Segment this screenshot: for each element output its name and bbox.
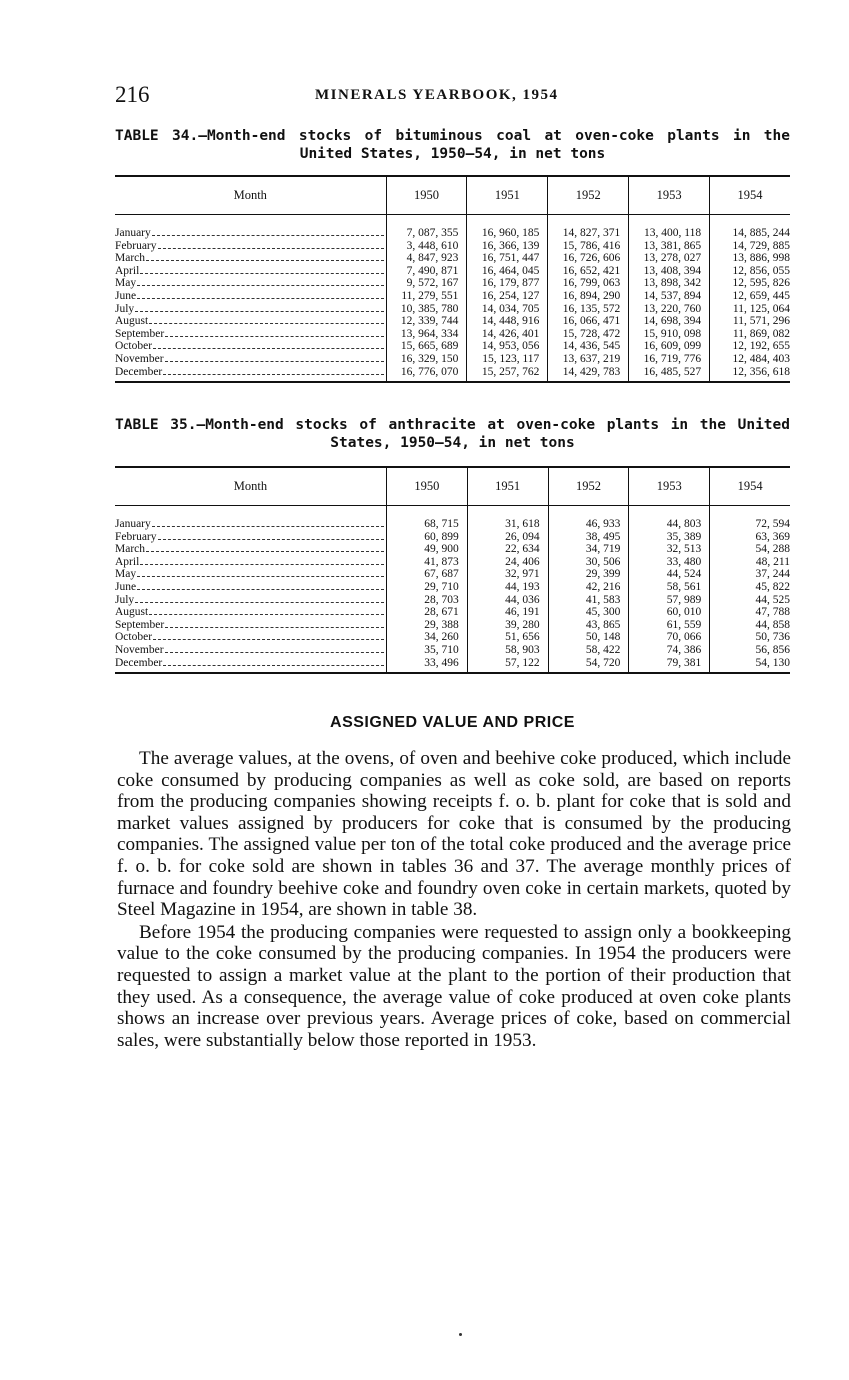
table-row: [115, 543, 790, 556]
table-34: [115, 175, 790, 383]
table-row: [115, 240, 790, 253]
table-row: [115, 531, 790, 544]
table-34-caption-line1: TABLE 34.—Month-end stocks of bituminous coal at oven-coke plants in the: [115, 128, 790, 144]
dot-leader: [137, 576, 384, 577]
table-cell: 29, 399: [548, 568, 629, 581]
table-cell: 14, 436, 545: [548, 340, 629, 353]
table-cell: 60, 899: [386, 531, 467, 544]
table-cell: 28, 703: [386, 594, 467, 607]
month-label: October: [115, 631, 153, 644]
table-cell: 46, 191: [467, 606, 548, 619]
month-label: May: [115, 568, 137, 581]
table-cell: 58, 422: [548, 644, 629, 657]
table-row: [115, 290, 790, 303]
table-cell: 16, 960, 185: [467, 227, 548, 240]
body-text: [117, 748, 791, 1051]
month-label: November: [115, 643, 164, 656]
table-cell: 32, 513: [629, 543, 710, 556]
table-cell: 16, 726, 606: [548, 252, 629, 265]
table-cell: 26, 094: [467, 531, 548, 544]
page-speck: [459, 1333, 462, 1336]
month-label: December: [115, 365, 163, 378]
page-header: [115, 82, 790, 112]
table-cell: 44, 036: [467, 594, 548, 607]
table-cell: 15, 257, 762: [467, 366, 548, 383]
table-cell: 16, 799, 063: [548, 277, 629, 290]
table-row: [115, 277, 790, 290]
table-cell: 7, 490, 871: [386, 265, 467, 278]
table-cell: 9, 572, 167: [386, 277, 467, 290]
table-cell: 14, 885, 244: [732, 227, 790, 239]
table-cell: 79, 381: [629, 657, 710, 674]
table-35-header-row: [115, 467, 790, 506]
table-35-caption-line2: States, 1950–54, in net tons: [330, 435, 575, 451]
table-cell: 14, 698, 394: [629, 315, 710, 328]
table-cell: 29, 710: [386, 581, 467, 594]
month-label: December: [115, 656, 163, 669]
table-cell: 35, 389: [629, 531, 710, 544]
table-cell: 15, 123, 117: [467, 353, 548, 366]
dot-leader: [135, 311, 383, 312]
table-cell: 28, 671: [386, 606, 467, 619]
table-34-body: [115, 215, 790, 383]
table-cell: 13, 220, 760: [629, 303, 710, 316]
table-cell: 13, 278, 027: [629, 252, 710, 265]
table-cell: 12, 339, 744: [386, 315, 467, 328]
table-34-header-row: [115, 176, 790, 215]
table-34-caption: [115, 127, 790, 163]
month-label: January: [115, 518, 151, 530]
table-cell: 11, 125, 064: [732, 302, 790, 315]
month-label: August: [115, 606, 149, 619]
table-row: [115, 353, 790, 366]
table-row: [115, 303, 790, 316]
table-row: [115, 328, 790, 341]
table-cell: 56, 856: [755, 643, 790, 656]
table-row: [115, 631, 790, 644]
table-row: [115, 606, 790, 619]
table-35-body: [115, 506, 790, 674]
table-35-caption: [115, 416, 790, 452]
month-label: September: [115, 327, 165, 340]
dot-leader: [135, 602, 384, 603]
table-cell: 14, 827, 371: [548, 227, 629, 240]
table-cell: 57, 122: [467, 657, 548, 674]
table-35-month-header: Month: [115, 467, 386, 506]
table-cell: 43, 865: [548, 619, 629, 632]
table-cell: 13, 964, 334: [386, 328, 467, 341]
dot-leader: [165, 652, 384, 653]
table-row: [115, 265, 790, 278]
table-cell: 15, 910, 098: [629, 328, 710, 341]
table-cell: 13, 898, 342: [629, 277, 710, 290]
table-row: [115, 340, 790, 353]
table-cell: 14, 953, 056: [467, 340, 548, 353]
section-heading: ASSIGNED VALUE AND PRICE: [330, 714, 575, 731]
table-cell: 32, 971: [467, 568, 548, 581]
table-cell: 49, 900: [386, 543, 467, 556]
table-cell: 34, 260: [386, 631, 467, 644]
table-row: [115, 518, 790, 531]
table-cell: 29, 388: [386, 619, 467, 632]
table-cell: 30, 506: [548, 556, 629, 569]
table-cell: 70, 066: [629, 631, 710, 644]
table-cell: 3, 448, 610: [386, 240, 467, 253]
dot-leader: [146, 260, 384, 261]
month-label: July: [115, 593, 135, 606]
table-cell: 58, 903: [467, 644, 548, 657]
table-cell: 11, 571, 296: [732, 315, 790, 328]
table-cell: 14, 537, 894: [629, 290, 710, 303]
table-35-year-header: 1952: [548, 467, 629, 506]
month-label: May: [115, 277, 137, 290]
table-cell: 51, 656: [467, 631, 548, 644]
month-label: June: [115, 289, 137, 302]
table-row: [115, 227, 790, 240]
dot-leader: [163, 665, 384, 666]
table-cell: 16, 179, 877: [467, 277, 548, 290]
table-cell: 14, 729, 885: [732, 239, 790, 252]
table-cell: 15, 665, 689: [386, 340, 467, 353]
table-35-year-header: 1950: [386, 467, 467, 506]
table-cell: 41, 583: [548, 594, 629, 607]
table-row: [115, 568, 790, 581]
table-35-year-header: 1953: [629, 467, 710, 506]
table-cell: 57, 989: [629, 594, 710, 607]
table-cell: 14, 429, 783: [548, 366, 629, 383]
table-cell: 16, 135, 572: [548, 303, 629, 316]
dot-leader: [158, 248, 384, 249]
table-cell: 12, 192, 655: [732, 340, 790, 353]
month-label: February: [115, 239, 157, 252]
month-label: January: [115, 227, 151, 239]
table-cell: 63, 369: [755, 530, 790, 543]
dot-leader: [152, 235, 384, 236]
table-cell: 15, 786, 416: [548, 240, 629, 253]
table-34-year-header: 1951: [467, 176, 548, 215]
table-cell: 54, 130: [755, 656, 790, 669]
table-cell: 11, 279, 551: [386, 290, 467, 303]
table-cell: 4, 847, 923: [386, 252, 467, 265]
dot-leader: [163, 374, 383, 375]
table-cell: 16, 894, 290: [548, 290, 629, 303]
table-cell: 13, 381, 865: [629, 240, 710, 253]
dot-leader: [137, 298, 383, 299]
dot-leader: [140, 564, 384, 565]
table-cell: 72, 594: [755, 518, 790, 530]
table-34-year-header: 1952: [548, 176, 629, 215]
table-cell: 7, 087, 355: [386, 227, 467, 240]
month-label: April: [115, 555, 140, 568]
table-cell: 74, 386: [629, 644, 710, 657]
table-row: [115, 556, 790, 569]
dot-leader: [146, 551, 384, 552]
table-cell: 58, 561: [629, 581, 710, 594]
table-cell: 22, 634: [467, 543, 548, 556]
table-cell: 41, 873: [386, 556, 467, 569]
table-cell: 12, 659, 445: [732, 289, 790, 302]
month-label: November: [115, 352, 164, 365]
table-cell: 44, 803: [629, 518, 710, 531]
table-cell: 16, 719, 776: [629, 353, 710, 366]
table-row: [115, 594, 790, 607]
table-cell: 54, 720: [548, 657, 629, 674]
table-cell: 12, 484, 403: [732, 352, 790, 365]
table-34-year-header: 1950: [386, 176, 467, 215]
table-row: [115, 366, 790, 383]
dot-leader: [140, 273, 383, 274]
table-row: [115, 581, 790, 594]
dot-leader: [149, 323, 383, 324]
month-label: June: [115, 580, 137, 593]
table-cell: 45, 822: [755, 580, 790, 593]
table-cell: 44, 858: [755, 618, 790, 631]
body-paragraph: Before 1954 the producing companies were requested to assign only a bookkeeping value to the coke consumed by the producing companies. In 1954 the producers were requested to assign a market value at the plant to the portion of their production that they used. As a consequence, the average value of coke produced at oven coke plants shows an increase over previous years. Average prices of coke, based on commercial sales, were substantially below those reported in 1953.: [117, 921, 791, 1051]
table-cell: 16, 254, 127: [467, 290, 548, 303]
table-cell: 16, 776, 070: [386, 366, 467, 383]
table-34-year-header: 1953: [629, 176, 710, 215]
table-cell: 13, 886, 998: [732, 252, 790, 265]
body-paragraph: The average values, at the ovens, of oven and beehive coke produced, which include coke consumed by producing companies as well as coke sold, are based on reports from the producing companies showing receipts f. o. b. plant for coke that is sold and market values assigned by producers for coke that is consumed by the producing companies. The assigned value per ton of the total coke produced and the average price f. o. b. for coke sold are shown in tables 36 and 37. The average monthly prices of furnace and foundry beehive coke and foundry oven coke in certain markets, quoted by Steel Magazine in 1954, are shown in table 38.: [117, 748, 791, 921]
table-cell: 11, 869, 082: [732, 327, 790, 340]
table-cell: 44, 525: [755, 593, 790, 606]
table-cell: 24, 406: [467, 556, 548, 569]
table-cell: 44, 193: [467, 581, 548, 594]
table-cell: 13, 400, 118: [629, 227, 710, 240]
table-cell: 47, 788: [755, 606, 790, 619]
table-34-caption-line2: United States, 1950–54, in net tons: [299, 146, 606, 162]
dot-leader: [137, 589, 384, 590]
table-cell: 44, 524: [629, 568, 710, 581]
dot-leader: [158, 539, 384, 540]
table-cell: 61, 559: [629, 619, 710, 632]
table-row: [115, 315, 790, 328]
table-cell: 60, 010: [629, 606, 710, 619]
table-cell: 33, 496: [386, 657, 467, 674]
table-cell: 39, 280: [467, 619, 548, 632]
table-cell: 16, 652, 421: [548, 265, 629, 278]
table-cell: 50, 736: [755, 631, 790, 644]
month-label: March: [115, 543, 146, 556]
month-label: February: [115, 530, 157, 543]
table-cell: 12, 856, 055: [732, 264, 790, 277]
month-label: September: [115, 618, 165, 631]
dot-leader: [165, 361, 384, 362]
table-cell: 13, 637, 219: [548, 353, 629, 366]
table-35-caption-line1: TABLE 35.—Month-end stocks of anthracite at oven-coke plants in the United: [115, 417, 790, 433]
table-cell: 48, 211: [755, 555, 790, 568]
dot-leader: [153, 639, 384, 640]
month-label: July: [115, 302, 135, 315]
table-cell: 34, 719: [548, 543, 629, 556]
table-35-year-header: 1954: [710, 467, 790, 506]
table-cell: 33, 480: [629, 556, 710, 569]
month-label: August: [115, 315, 149, 328]
table-cell: 67, 687: [386, 568, 467, 581]
table-cell: 12, 356, 618: [732, 365, 790, 378]
table-cell: 16, 329, 150: [386, 353, 467, 366]
table-cell: 54, 288: [755, 543, 790, 556]
table-cell: 10, 385, 780: [386, 303, 467, 316]
table-35-year-header: 1951: [467, 467, 548, 506]
table-cell: 16, 609, 099: [629, 340, 710, 353]
dot-leader: [153, 348, 383, 349]
table-row: [115, 619, 790, 632]
dot-leader: [137, 285, 383, 286]
table-35: [115, 466, 790, 674]
table-cell: 42, 216: [548, 581, 629, 594]
month-label: April: [115, 264, 140, 277]
table-cell: 37, 244: [755, 568, 790, 581]
month-label: October: [115, 340, 153, 353]
table-row: [115, 657, 790, 674]
table-cell: 35, 710: [386, 644, 467, 657]
table-cell: 46, 933: [548, 518, 629, 531]
page-number: 216: [115, 82, 150, 107]
table-cell: 16, 066, 471: [548, 315, 629, 328]
table-cell: 16, 366, 139: [467, 240, 548, 253]
table-cell: 14, 034, 705: [467, 303, 548, 316]
dot-leader: [165, 336, 383, 337]
month-label: March: [115, 252, 146, 265]
table-cell: 38, 495: [548, 531, 629, 544]
table-34-month-header: Month: [115, 176, 386, 215]
dot-leader: [152, 526, 384, 527]
table-row: [115, 644, 790, 657]
table-cell: 31, 618: [467, 518, 548, 531]
table-row: [115, 252, 790, 265]
table-cell: 12, 595, 826: [732, 277, 790, 290]
table-cell: 50, 148: [548, 631, 629, 644]
table-cell: 13, 408, 394: [629, 265, 710, 278]
table-cell: 16, 464, 045: [467, 265, 548, 278]
dot-leader: [149, 614, 384, 615]
table-cell: 15, 728, 472: [548, 328, 629, 341]
dot-leader: [165, 627, 384, 628]
table-34-year-header: 1954: [710, 176, 790, 215]
running-title: MINERALS YEARBOOK, 1954: [315, 87, 559, 103]
table-cell: 16, 485, 527: [629, 366, 710, 383]
table-cell: 45, 300: [548, 606, 629, 619]
table-cell: 16, 751, 447: [467, 252, 548, 265]
table-cell: 14, 448, 916: [467, 315, 548, 328]
table-cell: 14, 426, 401: [467, 328, 548, 341]
table-cell: 68, 715: [386, 518, 467, 531]
